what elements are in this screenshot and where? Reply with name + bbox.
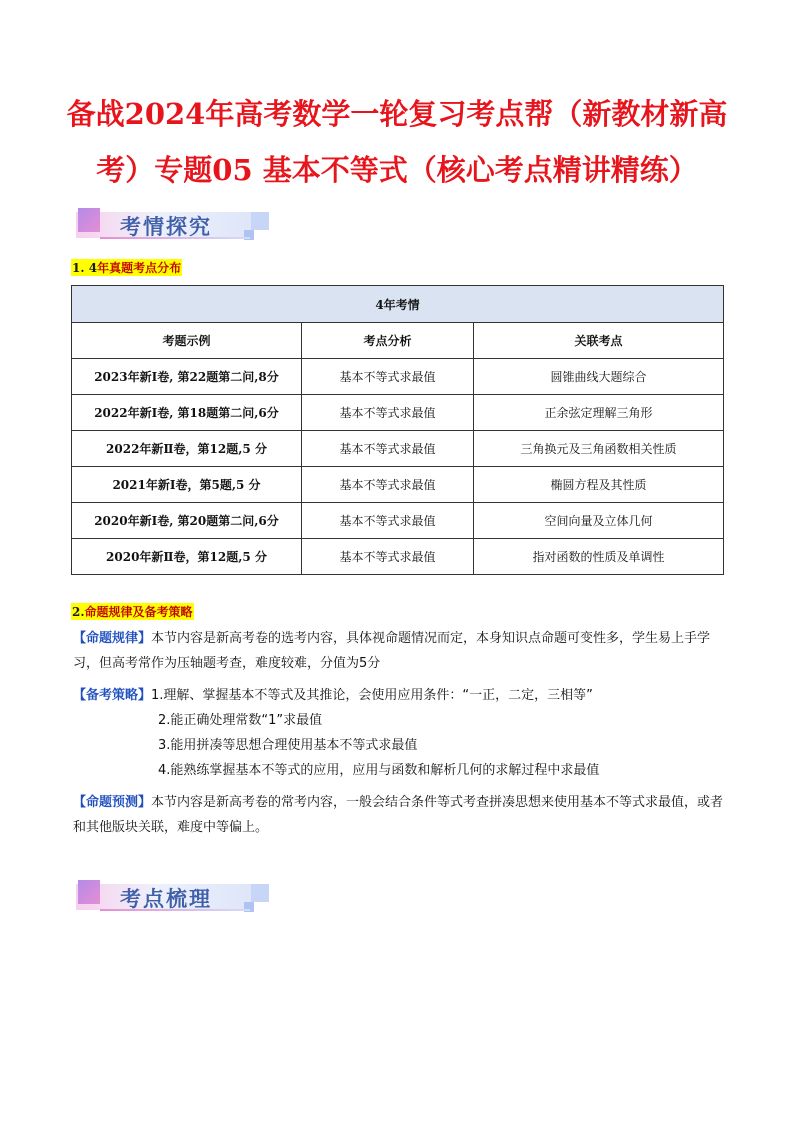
table-row xyxy=(72,359,724,395)
table-cell: 2020年新Ⅰ卷, 第20题第二问,6分 xyxy=(72,503,302,539)
title-line-1: 备战2024年高考数学一轮复习考点帮（新教材新高 xyxy=(66,97,728,131)
table-cell: 三角换元及三角函数相关性质 xyxy=(474,431,724,467)
section-banner-exam-analysis xyxy=(76,208,266,242)
table-row xyxy=(72,539,724,575)
strategy-tag: 【备考策略】 xyxy=(73,688,152,703)
table-row xyxy=(72,503,724,539)
column-header: 考题示例 xyxy=(72,323,302,359)
table-cell: 2020年新Ⅱ卷，第12题,5 分 xyxy=(72,539,302,575)
section-banner-key-points xyxy=(76,880,266,914)
strategy-item: 4.能熟练掌握基本不等式的应用，应用与函数和解析几何的求解过程中求最值 xyxy=(158,763,600,778)
strategy-item: 1.理解、掌握基本不等式及其推论，会使用应用条件：“一正，二定，三相等” xyxy=(151,688,593,703)
table-cell: 2021年新Ⅰ卷，第5题,5 分 xyxy=(72,467,302,503)
banner-square-icon xyxy=(251,212,269,230)
column-header: 关联考点 xyxy=(474,323,724,359)
table-cell: 空间向量及立体几何 xyxy=(474,503,724,539)
strategy-block xyxy=(73,683,725,783)
table-cell: 指对函数的性质及单调性 xyxy=(474,539,724,575)
forecast-paragraph xyxy=(73,790,725,840)
table-cell: 椭圆方程及其性质 xyxy=(474,467,724,503)
banner-square-icon xyxy=(251,884,269,902)
rule-text: 本节内容是新高考卷的选考内容，具体视命题情况而定，本身知识点命题可变性多，学生易上手学习，但高考常作为压轴题考查，难度较难，分值为5分 xyxy=(73,631,711,671)
document-title xyxy=(60,86,734,198)
table-caption-row xyxy=(72,286,724,323)
banner-square-icon xyxy=(78,208,100,232)
table-cell: 圆锥曲线大题综合 xyxy=(474,359,724,395)
table-cell: 正余弦定理解三角形 xyxy=(474,395,724,431)
forecast-tag: 【命题预测】 xyxy=(73,795,152,810)
subheading-year-distribution: 1. 4年真题考点分布 xyxy=(72,261,182,275)
table-row xyxy=(72,431,724,467)
table-cell: 基本不等式求最值 xyxy=(302,431,474,467)
section-heading: 考情探究 xyxy=(120,215,212,239)
table-cell: 基本不等式求最值 xyxy=(302,503,474,539)
table-row xyxy=(72,395,724,431)
table-cell: 基本不等式求最值 xyxy=(302,359,474,395)
table-header-row xyxy=(72,323,724,359)
exam-table xyxy=(71,285,724,575)
subheading-strategy: 2.命题规律及备考策略 xyxy=(72,605,193,619)
forecast-text: 本节内容是新高考卷的常考内容，一般会结合条件等式考查拼凑思想来使用基本不等式求最值，或者和其他版块关联，难度中等偏上。 xyxy=(73,795,724,835)
table-caption: 4年考情 xyxy=(72,286,724,323)
table-cell: 2023年新Ⅰ卷, 第22题第二问,8分 xyxy=(72,359,302,395)
rule-tag: 【命题规律】 xyxy=(73,631,152,646)
strategy-item: 2.能正确处理常数“1”求最值 xyxy=(158,713,323,728)
strategy-item: 3.能用拼凑等思想合理使用基本不等式求最值 xyxy=(158,738,418,753)
banner-square-icon xyxy=(78,880,100,904)
table-row xyxy=(72,467,724,503)
table-cell: 基本不等式求最值 xyxy=(302,539,474,575)
table-cell: 基本不等式求最值 xyxy=(302,467,474,503)
table-cell: 2022年新Ⅱ卷，第12题,5 分 xyxy=(72,431,302,467)
column-header: 考点分析 xyxy=(302,323,474,359)
rule-paragraph xyxy=(73,626,725,676)
section-heading: 考点梳理 xyxy=(120,887,212,911)
title-line-2: 考）专题05 基本不等式（核心考点精讲精练） xyxy=(96,153,698,187)
table-cell: 2022年新Ⅰ卷, 第18题第二问,6分 xyxy=(72,395,302,431)
table-cell: 基本不等式求最值 xyxy=(302,395,474,431)
